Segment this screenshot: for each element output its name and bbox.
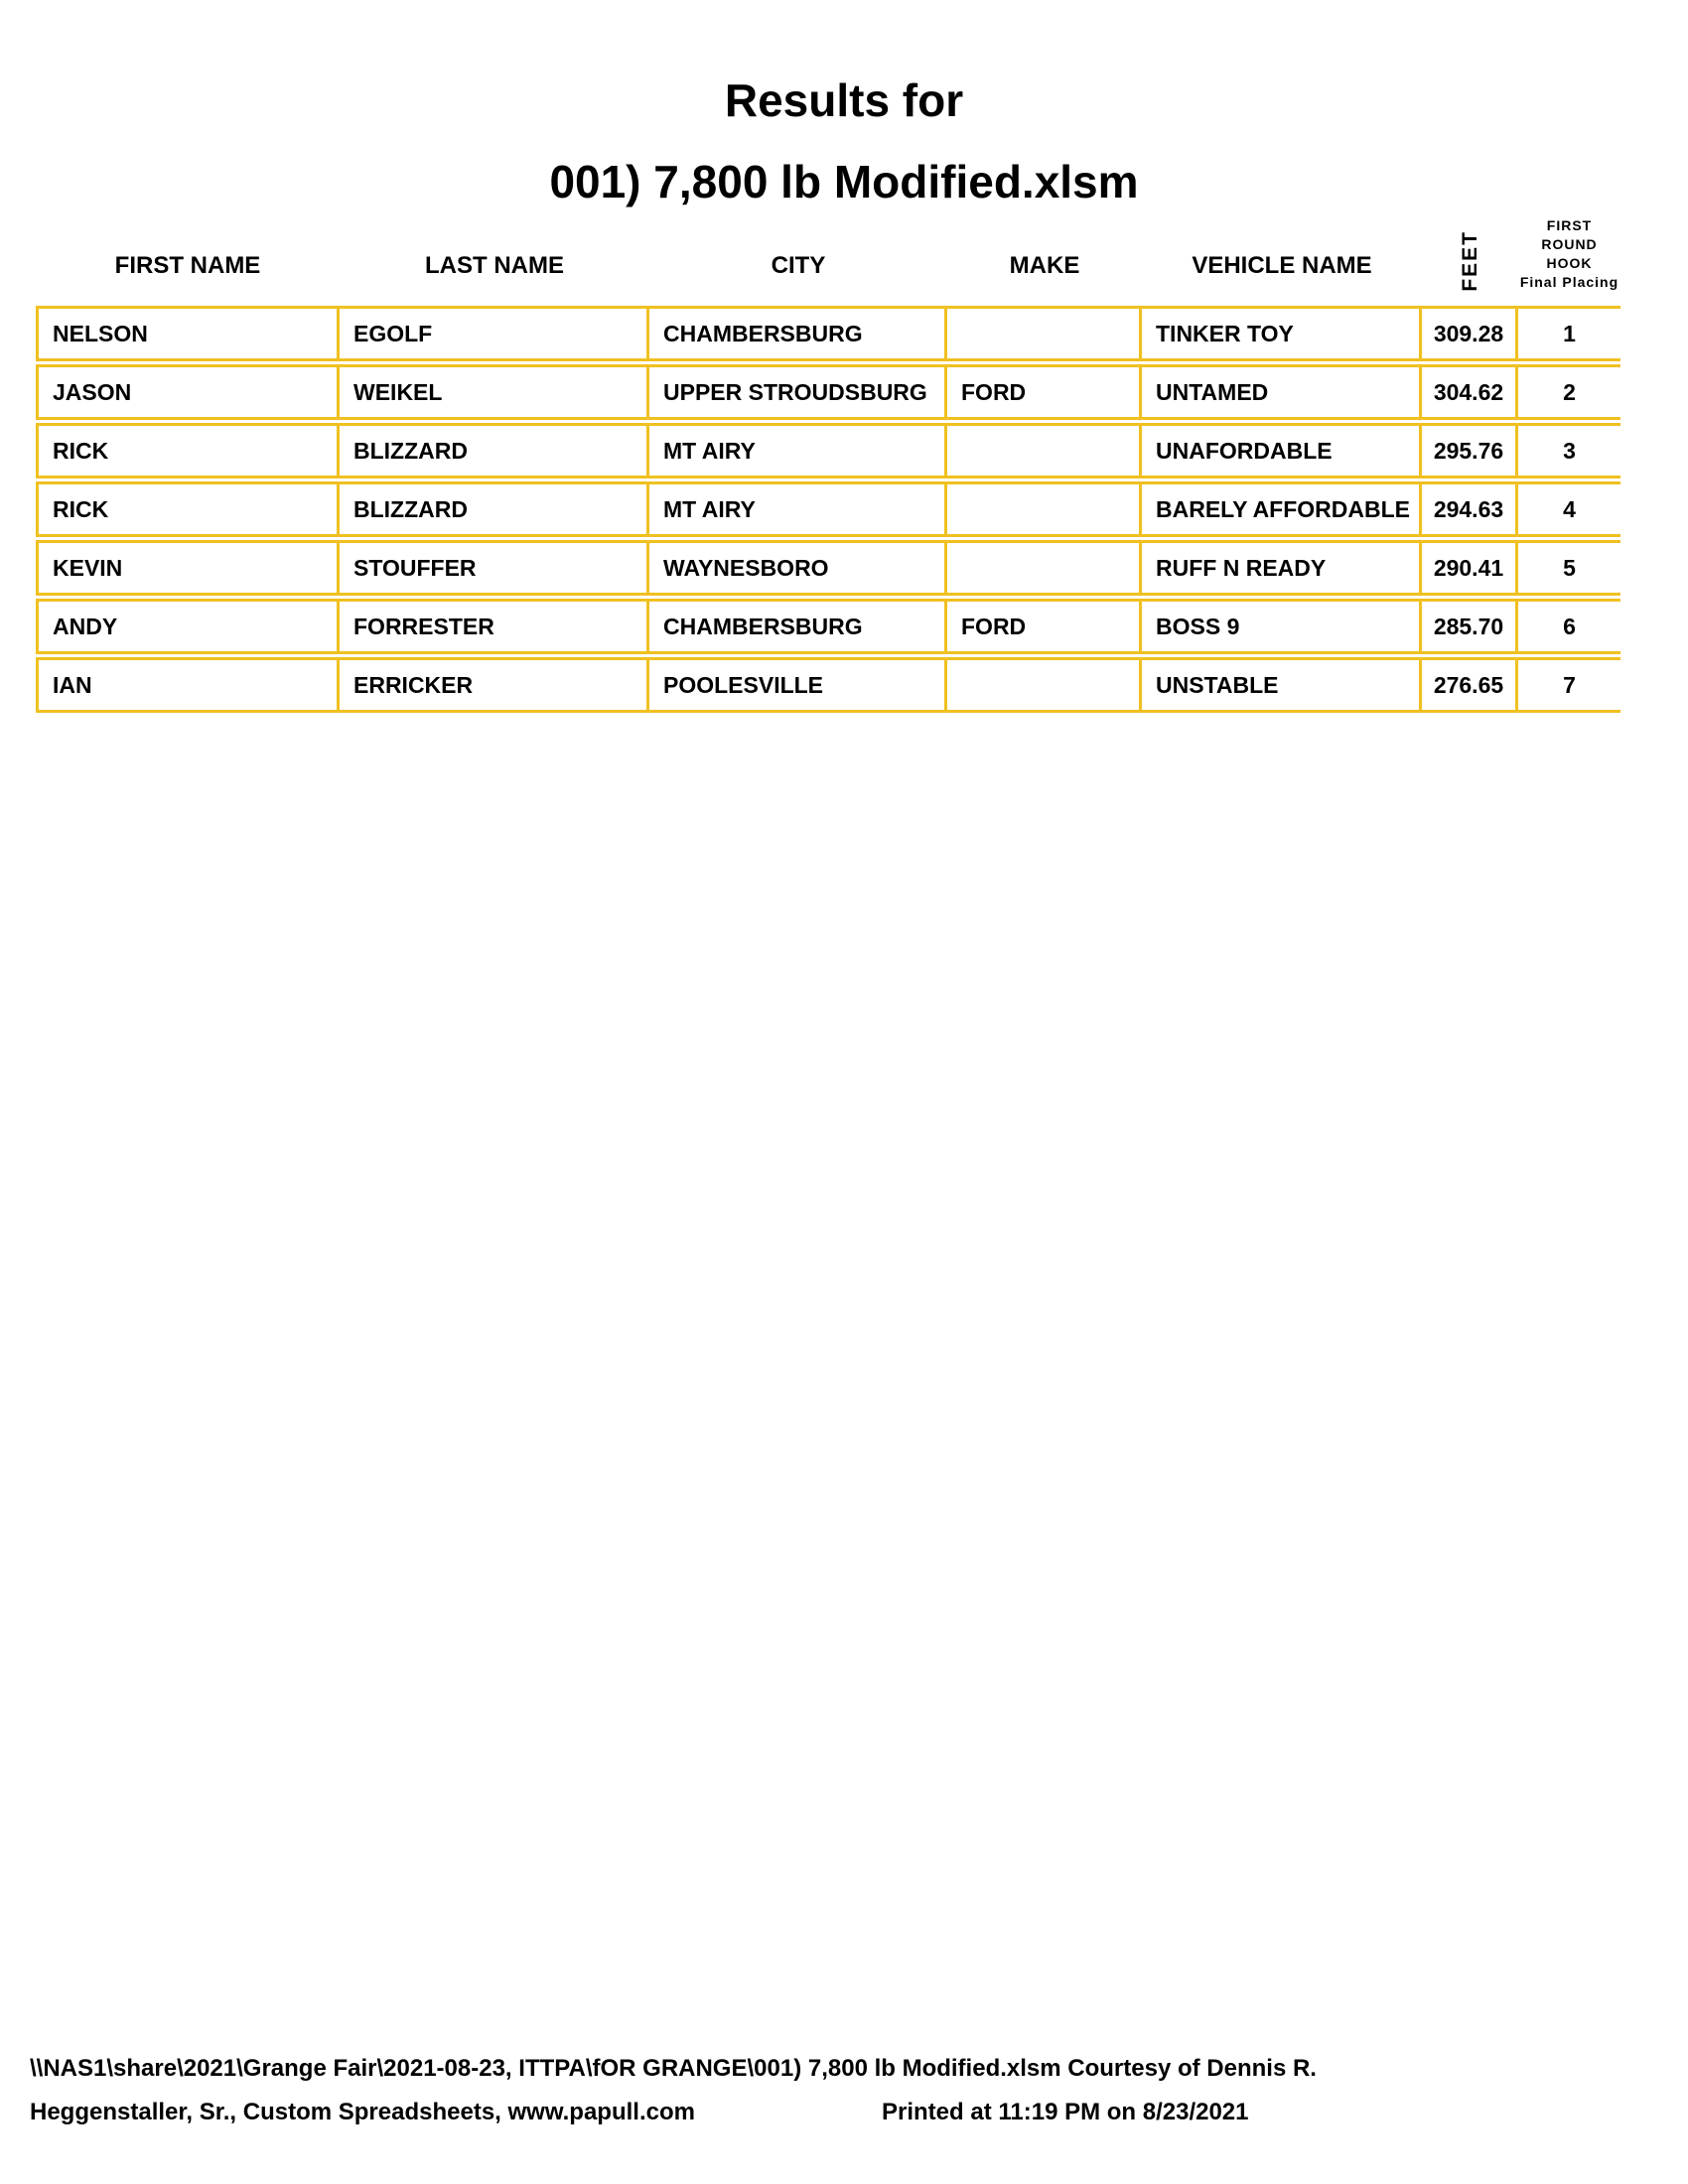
cell-vehicle-name: UNTAMED xyxy=(1142,367,1422,417)
cell-make xyxy=(947,660,1142,710)
cell-placing: 6 xyxy=(1563,613,1576,639)
cell-first-name: NELSON xyxy=(39,309,340,358)
cell-placing: 2 xyxy=(1563,378,1576,405)
cell-feet: 285.70 xyxy=(1422,602,1518,651)
cell-last-name: WEIKEL xyxy=(340,367,649,417)
cell-vehicle-name: BARELY AFFORDABLE xyxy=(1142,484,1422,534)
table-row xyxy=(36,306,1620,361)
first-round-hook-label: FIRST ROUND HOOK xyxy=(1541,217,1598,271)
column-header-first-name: FIRST NAME xyxy=(114,252,261,279)
cell-last-name: BLIZZARD xyxy=(340,484,649,534)
cell-feet: 295.76 xyxy=(1422,426,1518,476)
final-placing-label: Final Placing xyxy=(1519,274,1619,290)
cell-city: CHAMBERSBURG xyxy=(649,309,947,358)
column-header-city: CITY xyxy=(771,252,826,279)
cell-city: WAYNESBORO xyxy=(649,543,947,593)
cell-placing: 3 xyxy=(1563,437,1576,464)
cell-feet: 304.62 xyxy=(1422,367,1518,417)
cell-vehicle-name: RUFF N READY xyxy=(1142,543,1422,593)
table-header-row xyxy=(36,204,1620,298)
cell-first-name: RICK xyxy=(39,426,340,476)
results-table xyxy=(36,306,1620,713)
cell-first-name: ANDY xyxy=(39,602,340,651)
footer-credit-line xyxy=(30,2091,1658,2134)
cell-last-name: BLIZZARD xyxy=(340,426,649,476)
cell-city: POOLESVILLE xyxy=(649,660,947,710)
table-row xyxy=(36,599,1620,654)
cell-feet: 276.65 xyxy=(1422,660,1518,710)
cell-placing: 4 xyxy=(1563,495,1576,522)
page-title: Results for xyxy=(724,74,964,126)
cell-first-name: RICK xyxy=(39,484,340,534)
cell-vehicle-name: TINKER TOY xyxy=(1142,309,1422,358)
column-header-last-name: LAST NAME xyxy=(425,252,564,279)
cell-feet: 294.63 xyxy=(1422,484,1518,534)
cell-last-name: EGOLF xyxy=(340,309,649,358)
table-row xyxy=(36,481,1620,537)
column-header-final-placing xyxy=(1518,216,1620,298)
cell-vehicle-name: BOSS 9 xyxy=(1142,602,1422,651)
table-row xyxy=(36,657,1620,713)
report-footer xyxy=(30,2047,1658,2134)
table-row xyxy=(36,423,1620,478)
cell-city: MT AIRY xyxy=(649,484,947,534)
cell-make: FORD xyxy=(947,602,1142,651)
cell-last-name: FORRESTER xyxy=(340,602,649,651)
cell-feet: 290.41 xyxy=(1422,543,1518,593)
cell-vehicle-name: UNAFORDABLE xyxy=(1142,426,1422,476)
column-header-vehicle-name: VEHICLE NAME xyxy=(1192,252,1372,279)
table-row xyxy=(36,364,1620,420)
results-sheet xyxy=(36,204,1620,716)
cell-vehicle-name: UNSTABLE xyxy=(1142,660,1422,710)
cell-first-name: JASON xyxy=(39,367,340,417)
cell-city: UPPER STROUDSBURG xyxy=(649,367,947,417)
footer-credit-text: Heggenstaller, Sr., Custom Spreadsheets, www.papull.com xyxy=(30,2099,695,2125)
footer-file-path: \\NAS1\share\2021\Grange Fair\2021-08-23, ITTPA\fOR GRANGE\001) 7,800 lb Modified.xlsm Courtesy of Dennis R. xyxy=(30,2055,1317,2082)
cell-city: MT AIRY xyxy=(649,426,947,476)
column-header-make: MAKE xyxy=(1009,252,1080,279)
footer-printed-timestamp: Printed at 11:19 PM on 8/23/2021 xyxy=(882,2099,1249,2125)
cell-city: CHAMBERSBURG xyxy=(649,602,947,651)
report-title xyxy=(0,0,1688,205)
cell-last-name: ERRICKER xyxy=(340,660,649,710)
cell-first-name: IAN xyxy=(39,660,340,710)
cell-make xyxy=(947,426,1142,476)
feet-vertical-label: FEET xyxy=(1459,230,1481,292)
table-row xyxy=(36,540,1620,596)
cell-make: FORD xyxy=(947,367,1142,417)
cell-placing: 7 xyxy=(1563,671,1576,698)
column-header-feet xyxy=(1422,230,1518,298)
cell-placing: 5 xyxy=(1563,554,1576,581)
cell-placing: 1 xyxy=(1563,320,1576,346)
cell-make xyxy=(947,543,1142,593)
cell-make xyxy=(947,309,1142,358)
cell-first-name: KEVIN xyxy=(39,543,340,593)
report-filename-title: 001) 7,800 lb Modified.xlsm xyxy=(549,156,1139,207)
cell-last-name: STOUFFER xyxy=(340,543,649,593)
cell-make xyxy=(947,484,1142,534)
cell-feet: 309.28 xyxy=(1422,309,1518,358)
